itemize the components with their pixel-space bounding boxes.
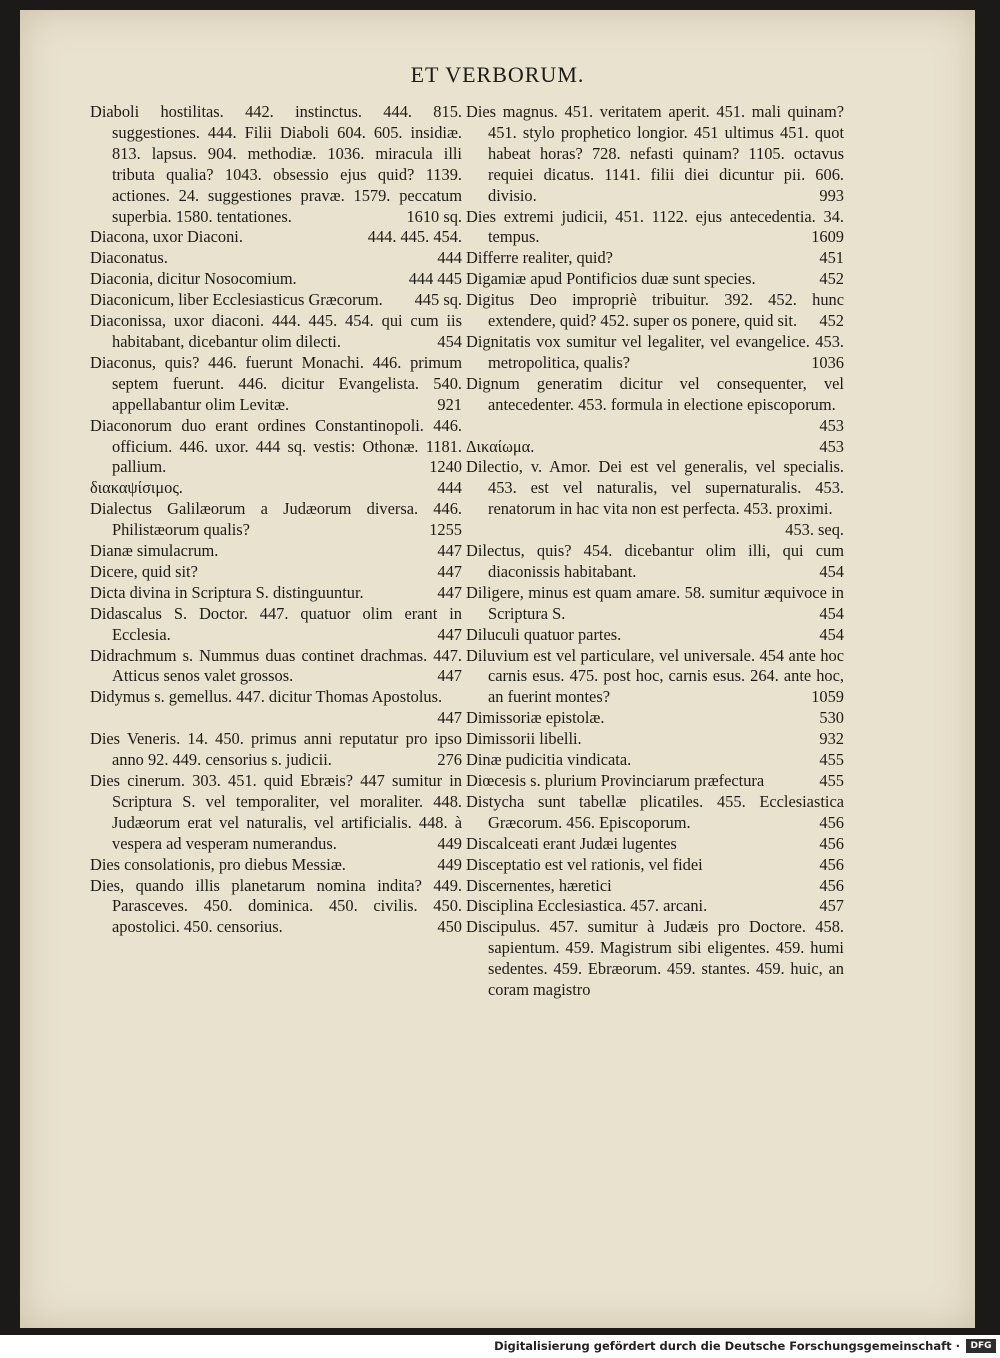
page-reference: 452 [819,311,844,331]
page-reference: 447 [437,541,462,561]
page-reference: 447 [437,708,462,728]
index-entry [90,876,462,939]
entry-text: Dimissoriæ epistolæ. [466,708,605,728]
entry-text: Diluvium est vel particulare, vel universale. 454 ante hoc carnis esus. 475. post hoc, carnis esus. 264. ante hoc, an fuerint montes? [466,645,844,707]
index-entry [466,290,844,332]
index-entry [466,541,844,583]
page-reference: 450 [437,917,462,937]
index-entry [466,583,844,625]
index-entry [466,771,844,792]
page-reference: 452 [819,269,844,289]
index-entry [466,457,844,541]
entry-text: Dinæ pudicitia vindicata. [466,750,632,770]
entry-text: Dies magnus. 451. veritatem aperit. 451. mali quinam? 451. stylo prophetico longior. 451 ultimus 451. quot habeat horas? 728. nefasti quinam? 1105. octavus requiei dicatus. 1141. filii diei dicuntur pii. 606. divisio. [466,102,844,205]
page-reference: 932 [819,729,844,749]
entry-text: Diaconorum duo erant ordines Constantinopoli. 446. officium. 446. uxor. 444 sq. vestis: Othonæ. 1181. pallium. [90,415,462,477]
entry-text: Didymus s. gemellus. 447. dicitur Thomas Apostolus. [90,687,443,707]
index-entry [90,478,462,499]
page-reference: 451 [819,248,844,268]
left-column [90,102,462,938]
page-reference: 444 [437,248,462,268]
index-entry [466,437,844,458]
entry-text: Dignitatis vox sumitur vel legaliter, vel evangelice. 453. metropolitica, qualis? [466,331,844,372]
index-entry [90,855,462,876]
entry-text: Discernentes, hæretici [466,875,612,895]
entry-text: Diaconissa, uxor diaconi. 444. 445. 454. qui cum iis habitabant, dicebantur olim dilecti. [90,311,462,351]
entry-text: Dilectio, v. Amor. Dei est vel generalis, vel specialis. 453. est vel naturalis, vel supernaturalis. 453. renatorum in hac vita non est perfecta. 453. proximi. [466,457,844,519]
page-reference: 456 [819,875,844,895]
entry-text: διακαψίσιμος. [90,478,183,498]
index-entry [466,834,844,855]
page-reference: 454 [819,561,844,581]
index-entry [90,311,462,353]
index-entry [466,876,844,897]
page-reference: 1240 [429,457,462,477]
page-reference: 447 [437,582,462,602]
page-reference: 453 [819,436,844,456]
book-page [20,10,975,1328]
entry-text: Disciplina Ecclesiastica. 457. arcani. [466,896,708,916]
entry-text: Diœcesis s. plurium Provinciarum præfectura [466,771,765,790]
footer-bar [0,1335,1000,1358]
page-reference: 449 [437,833,462,853]
page-reference: 447 [437,666,462,686]
index-entry [90,729,462,771]
page-reference: 455 [819,771,844,790]
entry-text: Diaconia, dicitur Nosocomium. [90,269,297,289]
index-entry [466,625,844,646]
page-reference: 454 [819,603,844,623]
page-reference: 449 [437,854,462,874]
page-reference: 454 [437,331,462,351]
entry-text: Diacona, uxor Diaconi. [90,227,243,247]
index-entry [90,604,462,646]
page-reference: 1036 [811,352,844,372]
entry-text: Dianæ simulacrum. [90,541,219,561]
index-entry [90,687,462,729]
entry-text: Distycha sunt tabellæ plicatiles. 455. Ecclesiastica Græcorum. 456. Episcoporum. [466,791,844,832]
index-entry [466,207,844,249]
page-reference: 456 [819,812,844,832]
page-reference: 921 [437,394,462,414]
page-reference: 457 [819,896,844,916]
index-entry [466,855,844,876]
page-reference: 993 [819,185,844,205]
entry-text: Diaconicum, liber Ecclesiasticus Græcorum. [90,290,383,310]
page-reference: 456 [819,833,844,853]
entry-text: Didrachmum s. Nummus duas continet drachmas. 447. Atticus senos valet grossos. [90,645,462,686]
page-reference: 453 [819,415,844,435]
page-reference: 455 [819,750,844,770]
page-reference: 1610 sq. [406,206,462,226]
index-entry [90,771,462,855]
entry-text: Diaconus, quis? 446. fuerunt Monachi. 446. primum septem fuerunt. 446. dicitur Evangelista. 540. appellabantur olim Levitæ. [90,352,462,414]
index-entry [90,541,462,562]
page-reference: 444. 445. 454. [367,227,462,247]
entry-text: Discalceati erant Judæi lugentes [466,833,677,853]
index-entry [90,353,462,416]
index-entry [466,102,844,207]
index-entry [466,374,844,437]
page-reference: 530 [819,708,844,728]
page-reference: 1609 [811,227,844,247]
entry-text: Disceptatio est vel rationis, vel fidei [466,854,703,874]
page-reference: 444 [437,478,462,498]
index-entry [466,646,844,709]
funding-notice: Digitalisierung gefördert durch die Deutsche Forschungsgemeinschaft · [494,1339,960,1353]
entry-text: Δικαίωμα. [466,436,535,456]
page-reference: 453. seq. [785,520,844,540]
index-entry [466,896,844,917]
index-entry [466,269,844,290]
entry-text: Diaboli hostilitas. 442. instinctus. 444. 815. suggestiones. 444. Filii Diaboli 604. 605. insidiæ. 813. lapsus. 904. methodiæ. 1036. miracula illi tributa qualia? 1043. obsessio ejus quid? 1139. actiones. 24. suggestiones pravæ. 1579. peccatum superbia. 1580. tentationes. [90,102,462,226]
index-entry [466,750,844,771]
index-entry [466,917,844,1001]
index-entry [466,248,844,269]
page-reference: 444 445 [408,269,462,289]
entry-text: Diligere, minus est quam amare. 58. sumitur æquivoce in Scriptura S. [466,582,844,623]
index-entry [466,708,844,729]
page-reference: 454 [819,624,844,644]
entry-text: Dies cinerum. 303. 451. quid Ebræis? 447 sumitur in Scriptura S. vel temporaliter, vel moraliter. 448. Judæorum erat vel naturalis, vel artificialis. 448. à vespera ad vesperam numerandus. [90,771,462,853]
index-entry [90,269,462,290]
index-entry [90,416,462,479]
entry-text: Dimissorii libelli. [466,729,582,749]
dfg-logo-icon: DFG [966,1339,996,1353]
entry-text: Dies extremi judicii, 451. 1122. ejus antecedentia. 34. tempus. [466,206,844,247]
entry-text: Dignum generatim dicitur vel consequenter, vel antecedenter. 453. formula in electione episcoporum. [466,373,844,414]
index-entry [90,227,462,248]
entry-text: Dicta divina in Scriptura S. distinguuntur. [90,582,364,602]
index-entry [90,562,462,583]
entry-text: Digamiæ apud Pontificios duæ sunt species. [466,269,756,289]
page-reference: 447 [437,561,462,581]
index-entry [90,102,462,227]
entry-text: Dies consolationis, pro diebus Messiæ. [90,854,346,874]
entry-text: Diluculi quatuor partes. [466,624,622,644]
index-entry [90,499,462,541]
entry-text: Digitus Deo impropriè tribuitur. 392. 452. hunc extendere, quid? 452. super os ponere, quid sit. [466,290,844,331]
entry-text: Differre realiter, quid? [466,248,613,268]
page-reference: 456 [819,854,844,874]
entry-text: Dies, quando illis planetarum nomina indita? 449. Parasceves. 450. dominica. 450. civilis. 450. apostolici. 450. censorius. [90,875,462,937]
page-reference: 276 [437,750,462,770]
page-reference: 1059 [811,687,844,707]
page-reference: 445 sq. [414,290,462,310]
page-reference: 1255 [429,520,462,540]
entry-text: Dicere, quid sit? [90,561,198,581]
index-entry [466,792,844,834]
index-entry [466,332,844,374]
entry-text: Dies Veneris. 14. 450. primus anni reputatur pro ipso anno 92. 449. censorius s. judicii. [90,729,462,770]
index-entry [90,248,462,269]
entry-text: Dialectus Galilæorum a Judæorum diversa. 446. Philistæorum qualis? [90,499,462,540]
entry-text: Diaconatus. [90,248,168,268]
index-entry [466,729,844,750]
index-entry [90,583,462,604]
page-reference: 447 [437,624,462,644]
entry-text: Discipulus. 457. sumitur à Judæis pro Doctore. 458. sapientum. 459. Magistrum sibi eligentes. 459. humi sedentes. 459. Ebræorum. 459. stantes. 459. huic, an coram magistro [466,917,844,1000]
running-header: ET VERBORUM. [410,62,585,87]
entry-text: Didascalus S. Doctor. 447. quatuor olim erant in Ecclesia. [90,603,462,644]
entry-text: Dilectus, quis? 454. dicebantur olim illi, qui cum diaconissis habitabant. [466,541,844,581]
index-entry [90,290,462,311]
right-column [466,102,844,1001]
index-entry [90,646,462,688]
